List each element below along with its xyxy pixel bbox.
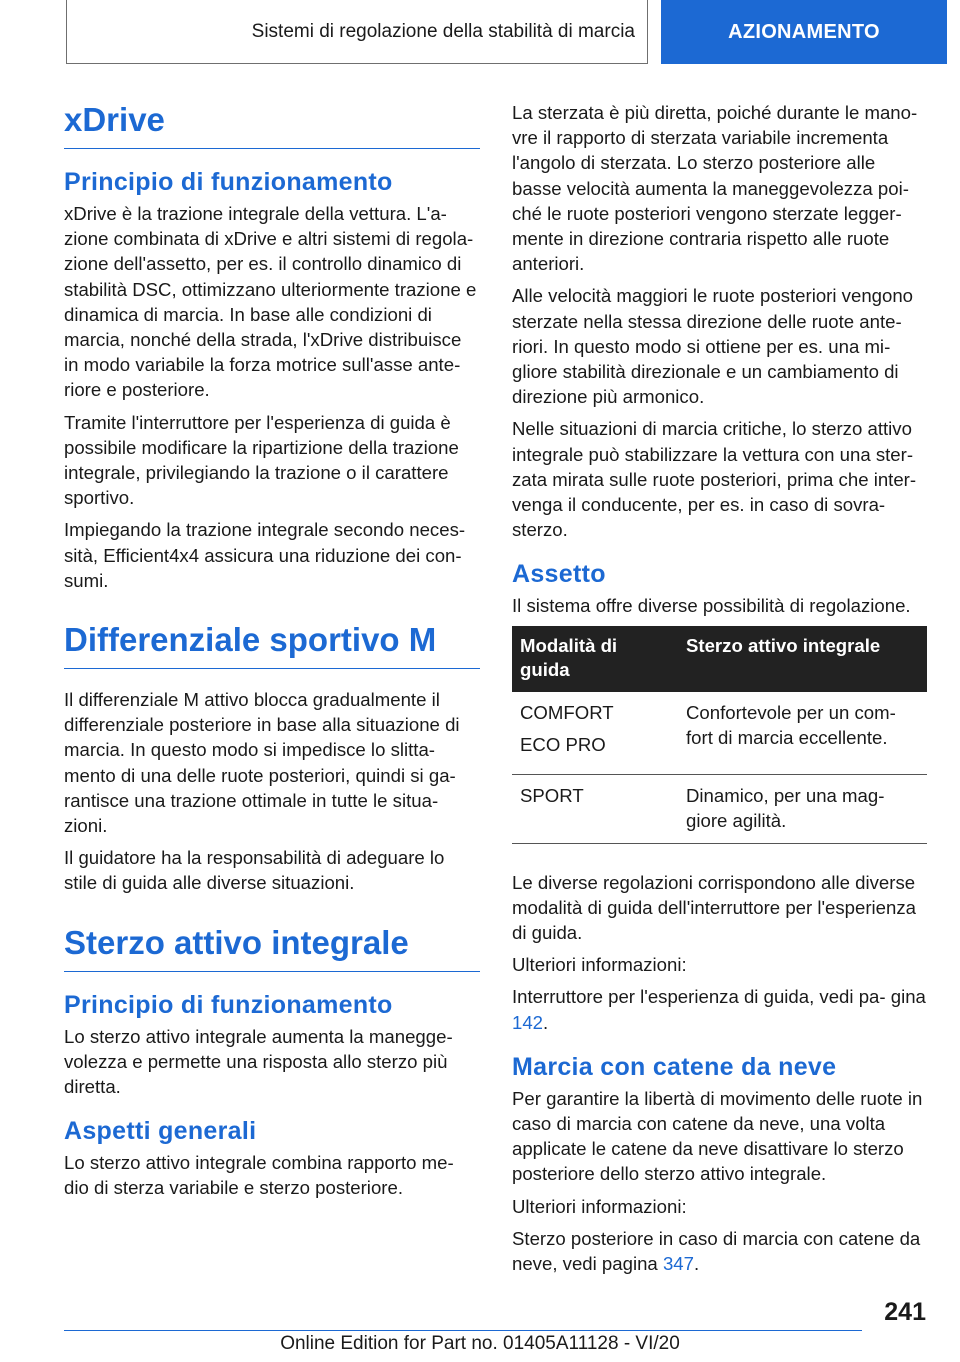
table-header-row [512, 626, 927, 692]
mode-label: SPORT [520, 784, 584, 806]
table-cell-desc: Confortevole per un com- fort di marcia eccellente. [678, 692, 927, 775]
paragraph: Il differenziale M attivo blocca gradualmente il differenziale posteriore in base alla situazione di marcia. In questo modo si impedisce lo slitta- mento di una delle ruote posteriori, quindi si ga- rantisce una trazione ottimale in tutte le situa- zioni. [64, 689, 460, 837]
paragraph: La sterzata è più diretta, poiché durante le mano- vre il rapporto di sterzata variabile incrementa l'angolo di sterzata. Lo sterzo posteriore alle basse velocità aumenta la maneggevolezza poi- ché le ruote posteriori vengono sterzate legger- mente in direzione contraria rispetto alle ruote anteriori. [512, 102, 918, 275]
mode-label: COMFORT [520, 701, 614, 723]
more-info-label: Ulteriori informazioni: [512, 1195, 687, 1217]
page-link-142[interactable]: 142 [512, 1011, 544, 1033]
right-column [512, 100, 927, 1283]
cross-reference [512, 1226, 927, 1276]
table-cell-modes [512, 774, 678, 843]
reference-text: Interruttore per l'esperienza di guida, vedi pa- gina [512, 986, 926, 1008]
table-row [512, 774, 927, 843]
subheading-assetto: Assetto [512, 560, 606, 589]
heading-sterzo: Sterzo attivo integrale [64, 923, 480, 972]
more-info-label: Ulteriori informazioni: [512, 954, 687, 976]
reference-text: Sterzo posteriore in caso di marcia con catene da neve, vedi pagina [512, 1227, 921, 1275]
mode-label: ECO PRO [520, 733, 606, 755]
subheading-sterzo-principio: Principio di funzionamento [64, 990, 393, 1019]
page-link-347[interactable]: 347 [662, 1253, 694, 1275]
paragraph: Nelle situazioni di marcia critiche, lo sterzo attivo integrale può stabilizzare la vettura con una ster- zata mirata sulle ruote posteriori, prima che inter- venga il conducente, per es. in caso di sovra- sterzo. [512, 418, 917, 541]
table-cell-modes [512, 692, 678, 775]
cross-reference [512, 984, 927, 1034]
paragraph: Alle velocità maggiori le ruote posteriori vengono sterzate nella stessa direzione delle ruote ante- riori. In questo modo si ottiene per es. una mi- gliore stabilità direzionale e un cambiamento di direzione più armonico. [512, 285, 914, 408]
table-header-sterzo: Sterzo attivo integrale [678, 626, 927, 692]
header-section-title-box [66, 0, 648, 64]
subheading-aspetti-generali: Aspetti generali [64, 1117, 257, 1146]
header-chapter-label: AZIONAMENTO [728, 20, 880, 43]
left-column [64, 100, 480, 1208]
reference-end: . [543, 1011, 549, 1033]
subheading-xdrive-principio: Principio di funzionamento [64, 168, 393, 196]
paragraph: Lo sterzo attivo integrale aumenta la manegge- volezza e permette una risposta allo sterzo più diretta. [64, 1025, 453, 1098]
reference-end: . [693, 1253, 700, 1275]
paragraph: Il guidatore ha la responsabilità di adeguare lo stile di guida alle diverse situazioni. [64, 847, 445, 894]
heading-differenziale: Differenziale sportivo M [64, 620, 480, 669]
page-number: 241 [884, 1298, 926, 1326]
modes-table [512, 626, 927, 844]
table-header-modalita: Modalità di guida [512, 626, 678, 692]
header-section-title: Sistemi di regolazione della stabilità di marcia [251, 20, 635, 42]
footer-divider [64, 1330, 862, 1331]
header-chapter-tab[interactable] [661, 0, 947, 64]
paragraph: Tramite l'interruttore per l'esperienza di guida è possibile modificare la ripartizione della trazione integrale, privilegiando la trazione o il carattere sportivo. [64, 411, 459, 509]
subheading-catene: Marcia con catene da neve [512, 1052, 837, 1081]
paragraph: Per garantire la libertà di movimento delle ruote in caso di marcia con catene da neve, una volta applicate le catene da neve disattivare lo sterzo posteriore dello sterzo attivo integrale. [512, 1087, 923, 1185]
paragraph: xDrive è la trazione integrale della vettura. L'a- zione combinata di xDrive e altri sistemi di regola- zione dell'assetto, per es. il controllo dinamico di stabilità DSC, ottimizzano ulteriormente trazione e dinamica di marcia. In base alle condizioni di marcia, nonché della strada, l'xDrive distribuisce in modo variabile la forza motrice sull'asse ante- riore e posteriore. [64, 203, 477, 401]
paragraph: Il sistema offre diverse possibilità di regolazione. [512, 595, 911, 617]
heading-xdrive: xDrive [64, 100, 480, 149]
paragraph: Le diverse regolazioni corrispondono alle diverse modalità di guida dell'interruttore per l'esperienza di guida. [512, 871, 916, 944]
footer-edition: Online Edition for Part no. 01405A11128 - VI/20 [280, 1333, 680, 1354]
table-cell-desc: Dinamico, per una mag- giore agilità. [678, 774, 927, 843]
paragraph: Lo sterzo attivo integrale combina rapporto me- dio di sterza variabile e sterzo posteriore. [64, 1152, 454, 1199]
paragraph: Impiegando la trazione integrale secondo neces- sità, Efficient4x4 assicura una riduzione dei con- sumi. [64, 519, 466, 591]
table-row [512, 692, 927, 775]
